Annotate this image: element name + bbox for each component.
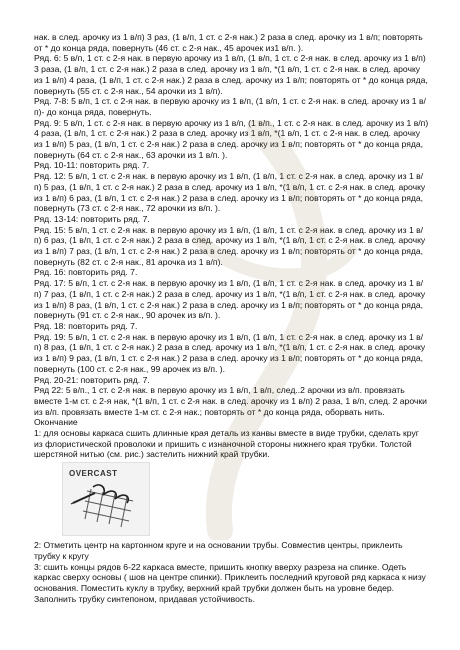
row-paragraph: Ряд. 20-21: повторить ряд. 7. [34, 374, 150, 385]
row-paragraph: Ряд. 18: повторить ряд. 7. [34, 320, 138, 331]
row-paragraph: Ряд. 9: 5 в/п, 1 ст. с 2-я нак. в первую арочку из 1 в/п, (1 в/п., 1 ст. с 2-я нак. в след. арочку из 1 в/п) 4 раза, (1 в/п, 1 ст. с 2-я нак.) 2 раза в след. арочку из 1 в/п, *(1 в/п, 1 ст. с 2-я нак. в след. арочку из 1 в/п) 5 раз, (1 в/п, 1 ст. с 2-я нак.) 2 раза в след. арочку из 1 в/п; повторять от * до конца ряда, повернуть (64 ст. с 2-я нак., 63 арочки из 1 в/п. ). [34, 117, 429, 160]
finish-step-3: 3: сшить концы рядов 6-22 каркаса вместе, пришить кнопку вверху разреза на спинке. Одеть каркас сверху основы ( шов на центре спинки). Приклеить последний круговой ряд каркаса к низу основания. Поместить куклу в трубку, верхний край трубки должен быть на уровне бедер. Заполнить трубку синтепоном, придавая устойчивость. [34, 561, 426, 604]
needle-overcast-stitch-icon [63, 463, 149, 535]
overcast-figure [62, 462, 150, 536]
row-paragraph: Ряд. 15: 5 в/п, 1 ст. с 2-я нак. в первую арочку из 1 в/п, (1 в/п, 1 ст. с 2-я нак. в след. арочку из 1 в/п) 6 раз, (1 в/п, 1 ст. с 2-я нак.) 2 раза в след. арочку из 1 в/п, *(1 в/п, 1 ст. с 2-я нак. в след. арочку из 1 в/п) 7 раз, (1 в/п, 1 ст. с 2-я нак.) 2 раза в след. арочку из 1 в/п; повторять от * до конца ряда, повернуть (82 ст. с 2-я нак., 81 арочка из 1 в/п). [34, 224, 426, 267]
row-paragraph: Ряд. 16: повторить ряд. 7. [34, 267, 138, 278]
row-paragraph: Ряд. 10-11: повторить ряд. 7. [34, 160, 150, 171]
finish-title: Окончание [34, 417, 78, 428]
row-paragraph: Ряд 22: 5 в/п., 1 ст. с 2-я нак. в первую арочку из 1 в/п, 1 в/п, след..2 арочки из в/п. провязать вместе 1-м ст. с 2-я нак, *(1 в/п, 1 ст. с 2-я нак. в след. арочку из 1 в/п) 2 раза, 1 в/п, след. 2 арочки из в/п. провязать вместе 1-м ст. с 2-я нак.; повторять от * до конца ряда, оборвать нить. [34, 385, 427, 417]
row-paragraph: Ряд. 19: 5 в/п, 1 ст. с 2-я нак. в первую арочку из 1 в/п, (1 в/п, 1 ст. с 2-я нак. в след. арочку из 1 в/п) 8 раз, (1 в/п, 1 ст. с 2-я нак.) 2 раза в след. арочку из 1 в/п, *(1 в/п, 1 ст. с 2-я нак. в след. арочку из 1 в/п) 9 раз, (1 в/п, 1 ст. с 2-я нак.) 2 раза в след. арочку из 1 в/п; повторять от * до конца ряда, повернуть (100 ст. с 2-я нак., 99 арочек из в/п. ). [34, 331, 426, 374]
finish-step-1: 1: для основы каркаса сшить длинные края деталь из канвы вместе в виде трубки, сделать круг из флористической проволоки и пришить с изнаночной стороны нижнего края трубки. Толстой шерстяной нитью (см. рис.) застелить нижний край трубки. [34, 428, 419, 460]
row-paragraph: Ряд. 13-14: повторить ряд. 7. [34, 213, 150, 224]
row-paragraph: Ряд. 17: 5 в/п, 1 ст. с 2-я нак. в первую арочку из 1 в/п, (1 в/п, 1 ст. с 2-я нак. в след. арочку из 1 в/п) 7 раз, (1 в/п, 1 ст. с 2-я нак.) 2 раза в след. арочку из 1 в/п, *(1 в/п, 1 ст. с 2-я нак. в след. арочку из 1 в/п) 8 раз, (1 в/п, 1 ст. с 2-я нак.) 2 раза в след. арочку из 1 в/п; повторять от * до конца ряда, повернуть (91 ст. с 2-я нак., 90 арочек из в/п. ). [34, 278, 426, 321]
row-paragraph: нак. в след. арочку из 1 в/п) 3 раз, (1 в/п, 1 ст. с 2-я нак.) 2 раза в след. арочку из 1 в/п; повторять от * до конца ряда, повернуть (46 ст. с 2-я нак., 45 арочек из1 в/п. ). [34, 32, 423, 53]
row-paragraph: Ряд. 6: 5 в/п, 1 ст. с 2-я нак. в первую арочку из 1 в/п, (1 в/п, 1 ст. с 2-я нак. в след. арочку из 1 в/п) 3 раза, (1 в/п, 1 ст. с 2-я нак.) 2 раза в след. арочку из 1 в/п, *(1 в/п, 1 ст. с 2-я нак. в след. арочку из 1 в/п) 4 раза, (1 в/п, 1 ст. с 2-я нак.) 2 раза в след. арочку из 1 в/п; повторять от * до конца ряда, повернуть (55 ст. с 2-я нак., 54 арочки из 1 в/п). [34, 53, 428, 96]
row-paragraph: Ряд. 12: 5 в/п, 1 ст. с 2-я нак. в первую арочку из 1 в/п, (1 в/п, 1 ст. с 2-я нак. в след. арочку из 1 в/п) 5 раз, (1 в/п, 1 ст. с 2-я нак.) 2 раза в след. арочку из 1 в/п, *(1 в/п, 1 ст. с 2-я нак. в след. арочку из 1 в/п) 6 раз, (1 в/п, 1 ст. с 2-я нак.) 2 раза в след. арочку из 1 в/п; повторять от * до конца ряда, повернуть (73 ст. с 2-я нак., 72 арочки из в/п. ). [34, 171, 426, 214]
finish-step-2: 2: Отметить центр на картонном круге и на основании трубы. Совместив центры, приклеить трубку к кругу [34, 540, 403, 561]
row-paragraph: Ряд. 7-8: 5 в/п, 1 ст. с 2-я нак. в первую арочку из 1 в/п, (1 в/п, 1 ст. с 2-я нак. в след. арочку из 1 в/п)- до конца ряда, повернуть. [34, 96, 426, 117]
figure-label: OVERCAST [69, 469, 118, 479]
